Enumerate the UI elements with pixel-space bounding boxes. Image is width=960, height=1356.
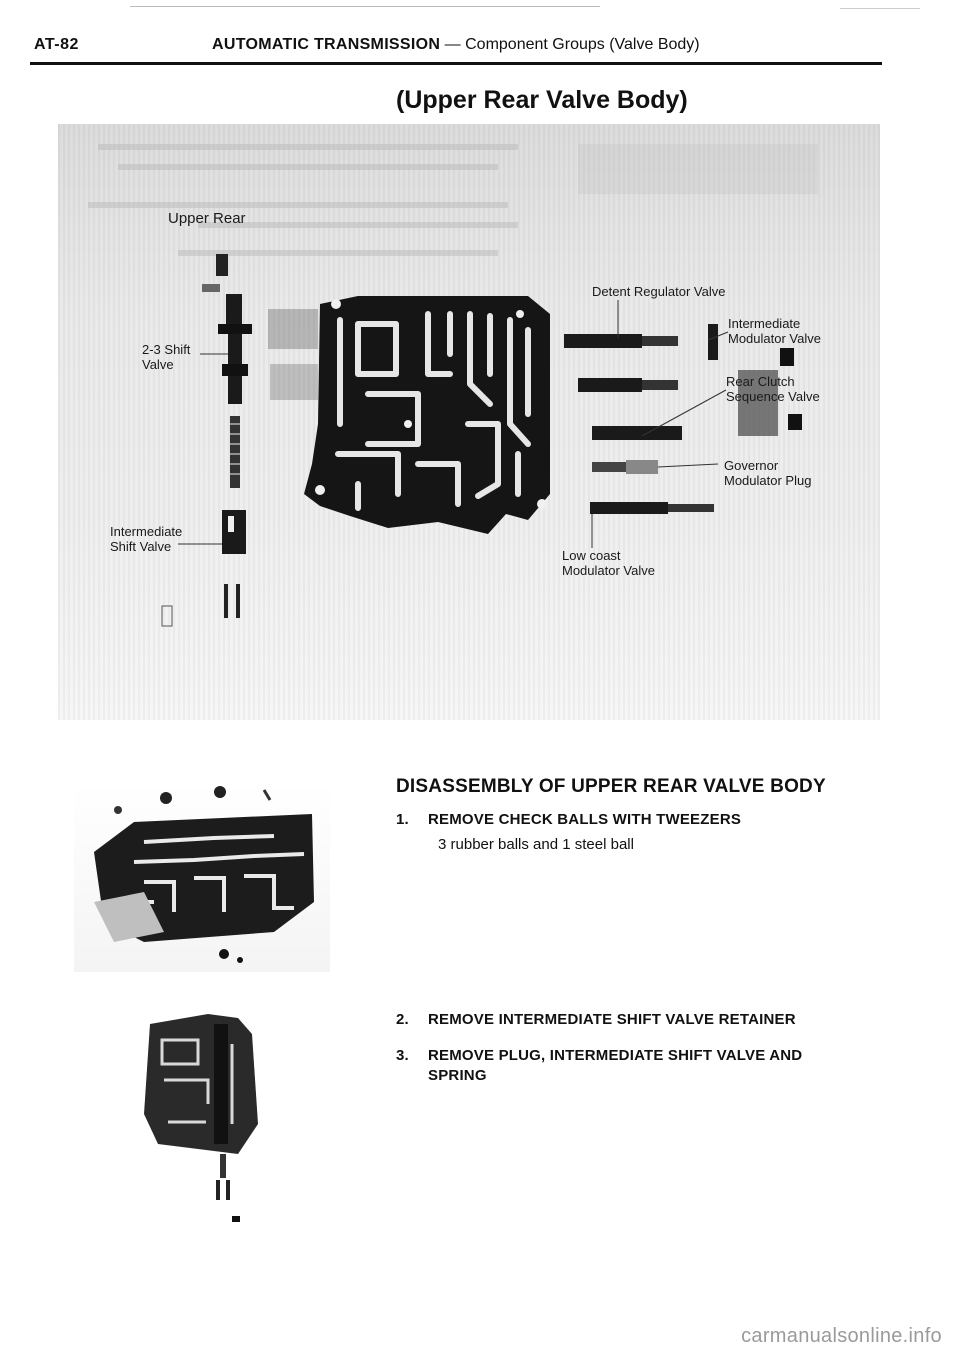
- label-intermediate-modulator-valve: [728, 316, 821, 346]
- label-intermediate-shift-valve: [110, 524, 182, 554]
- intermediate-shift-valve-illustration: [128, 1004, 288, 1224]
- top-edge-rule-right: [840, 8, 920, 9]
- step-1-text: REMOVE CHECK BALLS WITH TWEEZERS: [428, 811, 742, 828]
- label-governor-line1: Governor: [724, 458, 779, 473]
- label-low-coast-modulator-valve: [562, 548, 655, 578]
- header-title: [212, 36, 700, 54]
- step-1-note: 3 rubber balls and 1 steel ball: [438, 836, 634, 853]
- label-2-3-shift-valve: [142, 342, 190, 372]
- label-low-coast-line1: Low coast: [562, 548, 621, 563]
- label-intermediate-modulator-line1: Intermediate: [728, 316, 801, 331]
- label-intermediate-shift-line2: Shift Valve: [110, 539, 172, 554]
- label-low-coast-line2: Modulator Valve: [562, 563, 655, 578]
- disassembly-heading: DISASSEMBLY OF UPPER REAR VALVE BODY: [396, 776, 826, 797]
- label-detent-regulator-valve: Detent Regulator Valve: [592, 284, 726, 299]
- check-balls-photo: [74, 782, 330, 972]
- label-rear-clutch-line1: Rear Clutch: [726, 374, 795, 389]
- step-3: [396, 1046, 802, 1086]
- header-rule: [30, 62, 882, 65]
- section-title: (Upper Rear Valve Body): [396, 86, 688, 114]
- upper-rear-valve-body-photo: [58, 124, 880, 720]
- label-governor-line2: Modulator Plug: [724, 473, 812, 488]
- intermediate-shift-valve-photo: [128, 1004, 288, 1224]
- label-intermediate-modulator-line2: Modulator Valve: [728, 331, 821, 346]
- step-3-number: 3.: [396, 1047, 409, 1064]
- step-2-text: REMOVE INTERMEDIATE SHIFT VALVE RETAINER: [428, 1011, 796, 1028]
- label-rear-clutch-sequence-valve: [726, 374, 820, 404]
- step-1-number: 1.: [396, 811, 409, 828]
- label-intermediate-shift-line1: Intermediate: [110, 524, 183, 539]
- label-2-3-shift-line2: Valve: [142, 357, 174, 372]
- label-rear-clutch-line2: Sequence Valve: [726, 389, 820, 404]
- step-2: [396, 1010, 796, 1030]
- header-title-rest: — Component Groups (Valve Body): [440, 36, 700, 53]
- step-1: [396, 810, 741, 830]
- step-3-text-line2: SPRING: [428, 1067, 487, 1084]
- label-2-3-shift-line1: 2-3 Shift: [142, 342, 191, 357]
- faded-background-text: [88, 144, 818, 256]
- label-governor-modulator-plug: [724, 458, 811, 488]
- valve-body-casting: [304, 296, 550, 534]
- left-valve-stack: [162, 254, 318, 626]
- page-number: AT-82: [34, 36, 79, 53]
- header-title-bold: AUTOMATIC TRANSMISSION: [212, 36, 441, 53]
- watermark: carmanualsonline.info: [741, 1325, 942, 1347]
- step-2-number: 2.: [396, 1011, 409, 1028]
- step-3-text-line1: REMOVE PLUG, INTERMEDIATE SHIFT VALVE AND: [428, 1047, 803, 1064]
- check-balls-illustration: [74, 782, 330, 972]
- step-3-text: [428, 1046, 802, 1086]
- top-edge-rule: [130, 6, 600, 7]
- label-upper-rear: Upper Rear: [168, 210, 246, 227]
